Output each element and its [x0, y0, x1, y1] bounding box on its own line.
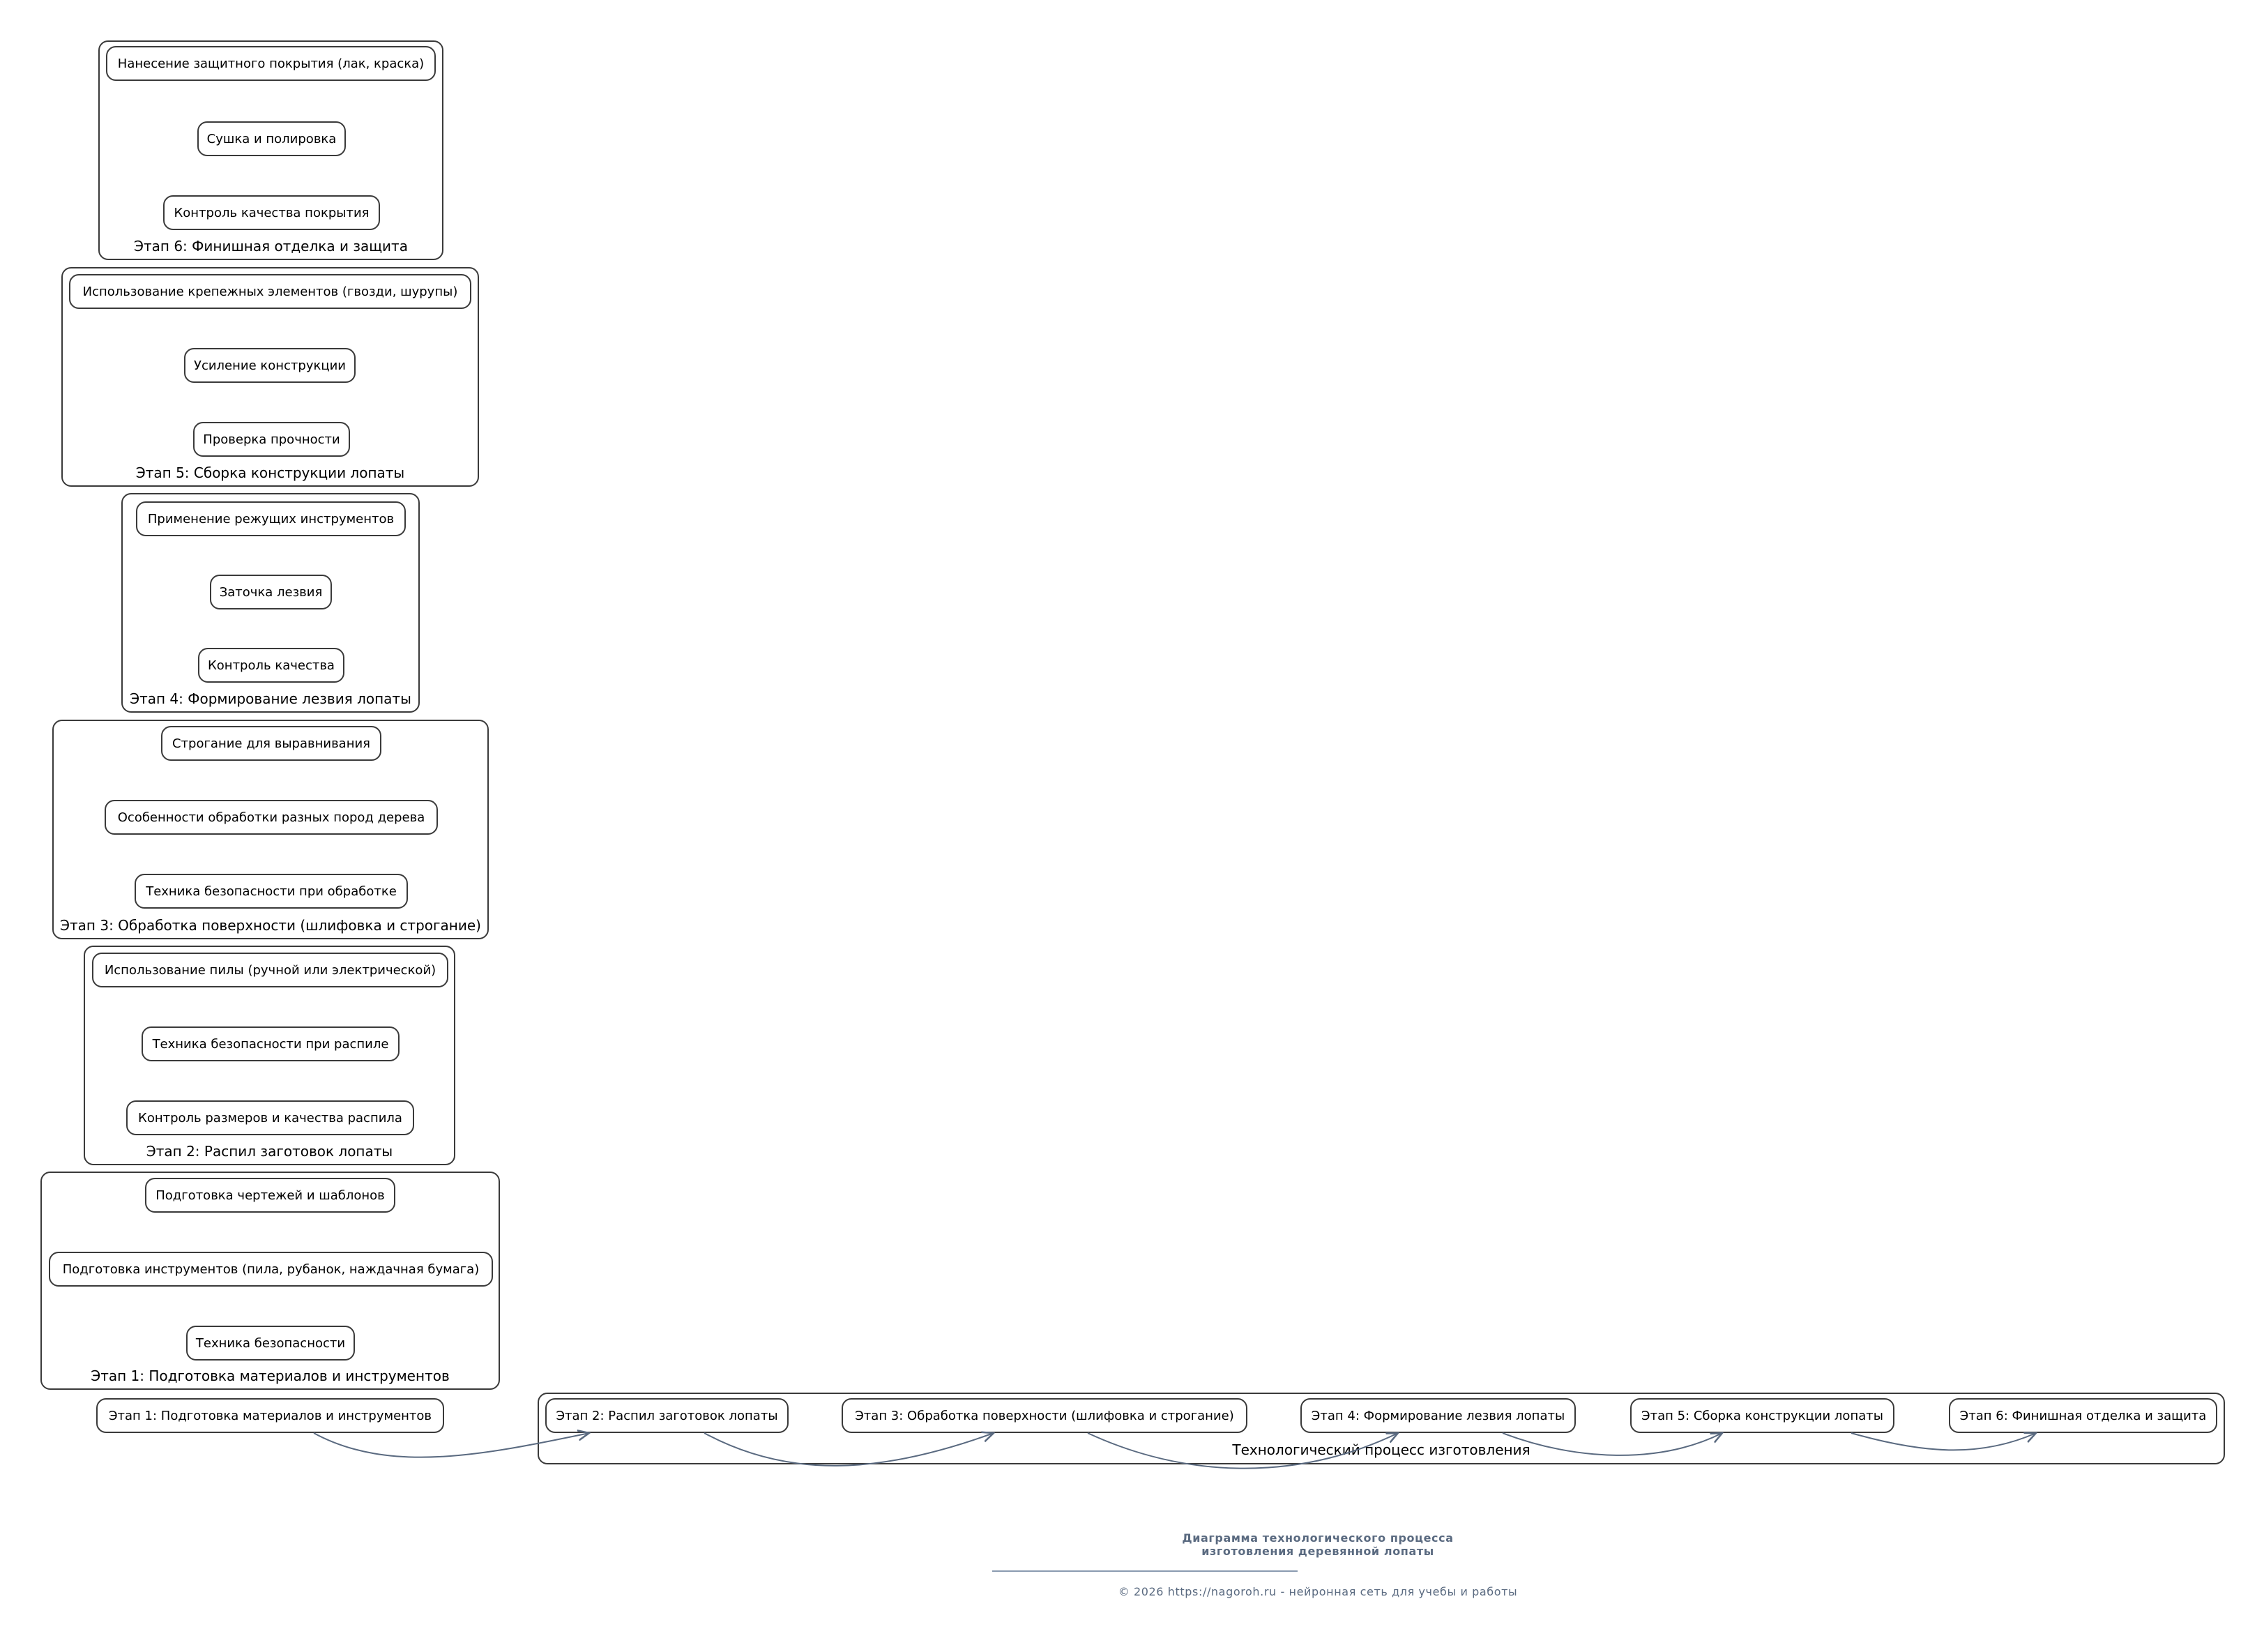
node-stage6-item-1[interactable]: Нанесение защитного покрытия (лак, краска)	[106, 46, 436, 81]
node-stage2-item-2[interactable]: Техника безопасности при распиле	[142, 1026, 400, 1061]
footer-title	[906, 1531, 1729, 1558]
node-stage4-item-2[interactable]: Заточка лезвия	[210, 575, 332, 609]
edge-stage3-stage4	[1088, 1433, 1398, 1469]
cluster-stage-4-label: Этап 4: Формирование лезвия лопаты	[130, 690, 411, 707]
process-node-stage-5[interactable]: Этап 5: Сборка конструкции лопаты	[1630, 1398, 1894, 1433]
footer-copyright: © 2026 https://nagoroh.ru - нейронная сеть для учебы и работы	[1118, 1585, 1518, 1598]
cluster-stage-3-label: Этап 3: Обработка поверхности (шлифовка и строгание)	[60, 917, 481, 934]
process-node-stage-3[interactable]: Этап 3: Обработка поверхности (шлифовка и строгание)	[842, 1398, 1247, 1433]
node-stage3-item-1[interactable]: Строгание для выравнивания	[161, 726, 381, 761]
node-stage3-item-2[interactable]: Особенности обработки разных пород дерева	[105, 800, 438, 835]
node-stage4-item-3[interactable]: Контроль качества	[198, 648, 344, 683]
node-stage2-item-1[interactable]: Использование пилы (ручной или электрической)	[92, 953, 448, 987]
node-stage6-item-3[interactable]: Контроль качества покрытия	[163, 195, 380, 230]
footer-title-line-1: Диаграмма технологического процесса	[1182, 1531, 1454, 1545]
node-stage1-item-1[interactable]: Подготовка чертежей и шаблонов	[145, 1178, 395, 1213]
cluster-stage-6-label: Этап 6: Финишная отделка и защита	[134, 238, 408, 255]
node-stage5-item-3[interactable]: Проверка прочности	[193, 422, 350, 457]
process-node-stage-1[interactable]: Этап 1: Подготовка материалов и инструментов	[96, 1398, 444, 1433]
node-stage5-item-1[interactable]: Использование крепежных элементов (гвозди, шурупы)	[69, 274, 471, 309]
node-stage1-item-3[interactable]: Техника безопасности	[186, 1326, 355, 1361]
node-stage6-item-2[interactable]: Сушка и полировка	[197, 121, 346, 156]
edge-stage4-stage5	[1503, 1433, 1722, 1455]
node-stage2-item-3[interactable]: Контроль размеров и качества распила	[126, 1100, 414, 1135]
cluster-stage-1-label: Этап 1: Подготовка материалов и инструментов	[91, 1367, 450, 1384]
cluster-process-label: Технологический процесс изготовления	[1232, 1441, 1530, 1458]
cluster-stage-5-label: Этап 5: Сборка конструкции лопаты	[135, 464, 405, 481]
edge-stage5-stage6	[1851, 1433, 2036, 1450]
node-stage1-item-2[interactable]: Подготовка инструментов (пила, рубанок, наждачная бумага)	[49, 1252, 493, 1287]
process-node-stage-6[interactable]: Этап 6: Финишная отделка и защита	[1949, 1398, 2217, 1433]
node-stage4-item-1[interactable]: Применение режущих инструментов	[136, 501, 406, 536]
footer-title-line-2: изготовления деревянной лопаты	[1201, 1545, 1434, 1558]
node-stage5-item-2[interactable]: Усиление конструкции	[184, 348, 356, 383]
node-stage3-item-3[interactable]: Техника безопасности при обработке	[135, 874, 408, 909]
edge-stage1-stage2	[314, 1433, 589, 1457]
process-node-stage-4[interactable]: Этап 4: Формирование лезвия лопаты	[1300, 1398, 1576, 1433]
cluster-stage-2-label: Этап 2: Распил заготовок лопаты	[146, 1143, 393, 1160]
process-node-stage-2[interactable]: Этап 2: Распил заготовок лопаты	[545, 1398, 789, 1433]
edge-stage2-stage3	[704, 1433, 994, 1466]
footer-divider	[992, 1570, 1298, 1572]
